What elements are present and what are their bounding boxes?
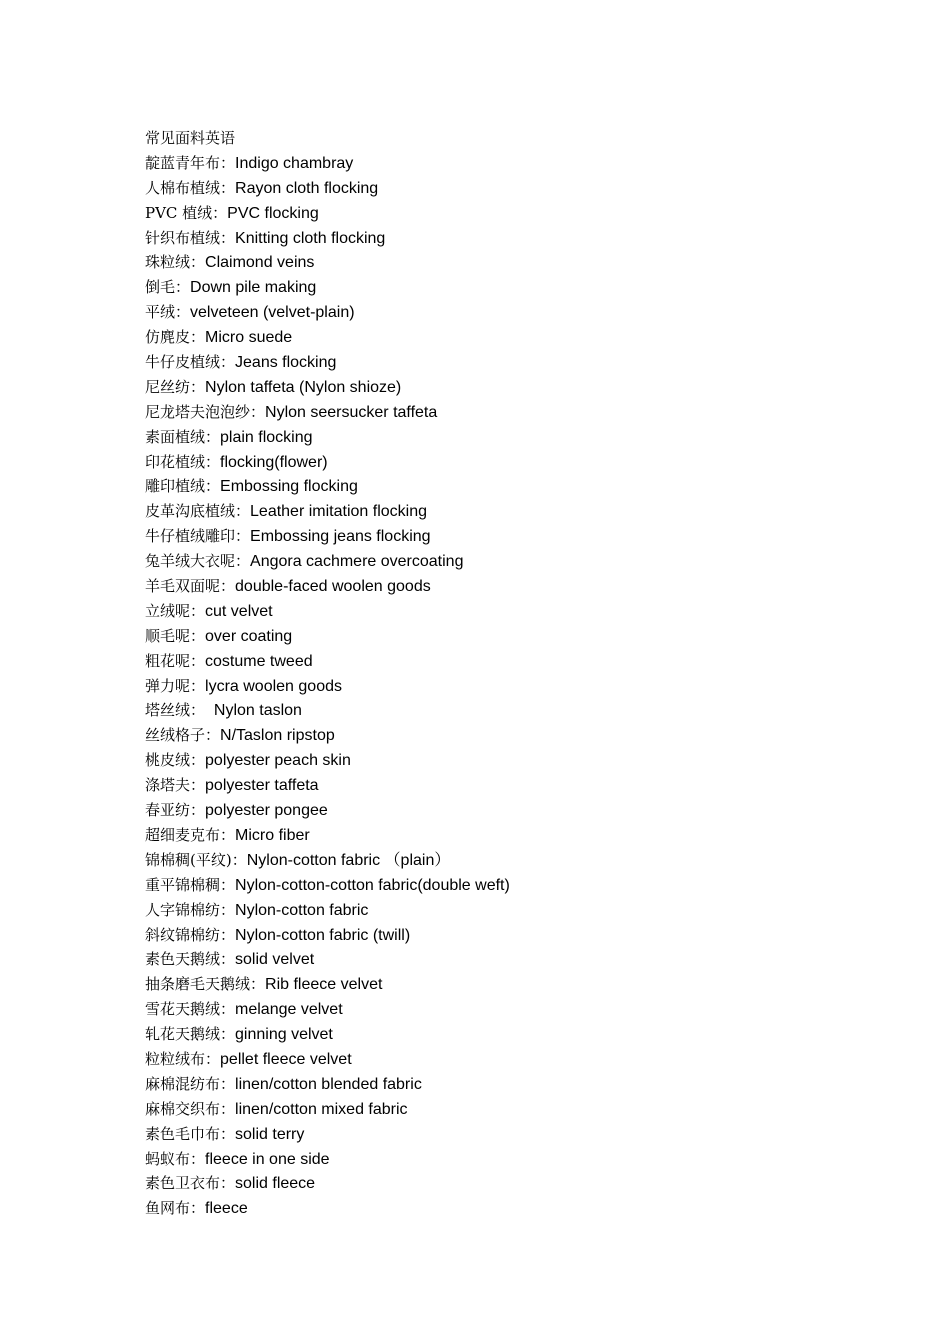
glossary-entry [145,275,905,300]
entry-chinese-term: 蚂蚁布： [145,1149,206,1168]
glossary-entry [145,549,905,574]
entry-english-term: linen/cotton blended fabric [235,1075,422,1093]
entry-chinese-term: 皮革沟底植绒： [145,502,251,521]
entry-chinese-term: 人字锦棉纺： [145,900,236,919]
entry-chinese-term: 牛仔植绒雕印： [145,527,251,546]
glossary-entry [145,1022,905,1047]
entry-english-term: Nylon-cotton-cotton fabric(double weft) [235,876,510,894]
entry-chinese-term: 粗花呢： [145,651,206,670]
glossary-entry [145,823,905,848]
entry-english-term: pellet fleece velvet [220,1050,352,1068]
glossary-entry [145,1047,905,1072]
entry-english-term: Indigo chambray [235,154,354,172]
entry-chinese-term: 粒粒绒布： [145,1049,221,1068]
entry-english-term: Nylon-cotton fabric [235,901,369,919]
entry-chinese-term: 素面植绒： [145,427,221,446]
glossary-entry [145,1122,905,1147]
entry-english-term: PVC flocking [227,204,319,222]
entry-english-term: Micro fiber [235,826,310,844]
entry-english-term: Micro suede [205,329,293,347]
entry-english-term: lycra woolen goods [205,677,342,695]
entry-chinese-term: 春亚纺： [145,801,206,820]
entry-english-term: Jeans flocking [235,354,337,372]
glossary-entry [145,499,905,524]
entry-chinese-term: 雪花天鹅绒： [145,1000,236,1019]
glossary-entry [145,773,905,798]
entry-english-term: Angora cachmere overcoating [250,553,464,571]
entry-english-term: costume tweed [205,652,313,670]
glossary-entry [145,151,905,176]
glossary-entry [145,201,905,226]
entry-chinese-term: 尼丝纺： [145,377,206,396]
glossary-entry [145,226,905,251]
entry-chinese-term: 重平锦棉稠： [145,875,236,894]
entry-chinese-term: 麻棉混纺布： [145,1074,236,1093]
entry-chinese-term: 兔羊绒大衣呢： [145,552,251,571]
entry-chinese-term: 抽条磨毛天鹅绒： [145,975,266,994]
glossary-entry [145,176,905,201]
glossary-entry [145,898,905,923]
glossary-entry [145,1171,905,1196]
glossary-entry [145,250,905,275]
entry-chinese-term: 顺毛呢： [145,626,206,645]
entry-english-term: polyester pongee [205,802,328,820]
entry-chinese-term: 鱼网布： [145,1199,206,1218]
entry-chinese-term: 雕印植绒： [145,477,221,496]
glossary-entry [145,997,905,1022]
entry-chinese-term: 靛蓝青年布： [145,153,236,172]
glossary-entry [145,923,905,948]
glossary-entry [145,524,905,549]
glossary-entry [145,325,905,350]
entry-chinese-term: 超细麦克布： [145,825,236,844]
glossary-entry [145,723,905,748]
entry-english-term: solid velvet [235,951,315,969]
glossary-list [145,151,905,1221]
entry-chinese-term: 轧花天鹅绒： [145,1025,236,1044]
glossary-entry [145,599,905,624]
document-title: 常见面料英语 [145,129,236,147]
glossary-entry [145,748,905,773]
entry-english-term: Nylon-cotton fabric （plain） [246,851,451,869]
entry-chinese-term: PVC 植绒： [145,203,228,222]
entry-chinese-term: 斜纹锦棉纺： [145,925,236,944]
entry-english-term: Rib fleece velvet [265,976,383,994]
entry-chinese-term: 素色天鹅绒： [145,950,236,969]
entry-chinese-term: 针织布植绒： [145,228,236,247]
entry-chinese-term: 牛仔皮植绒： [145,353,236,372]
entry-english-term: melange velvet [235,1001,343,1019]
entry-chinese-term: 仿麂皮： [145,328,206,347]
entry-english-term: cut velvet [205,602,273,620]
entry-english-term: flocking(flower) [220,453,328,471]
entry-chinese-term: 平绒： [145,303,191,322]
glossary-entry [145,947,905,972]
glossary-entry [145,674,905,699]
glossary-entry [145,350,905,375]
entry-english-term: polyester peach skin [205,752,351,770]
glossary-entry [145,400,905,425]
entry-chinese-term: 桃皮绒： [145,751,206,770]
entry-english-term: double-faced woolen goods [235,578,431,596]
glossary-entry [145,972,905,997]
entry-chinese-term: 锦棉稠(平纹)： [145,850,247,869]
entry-chinese-term: 塔丝绒： [145,701,206,720]
glossary-entry [145,1147,905,1172]
entry-english-term: plain flocking [220,428,313,446]
entry-english-term: Embossing flocking [220,478,358,496]
glossary-entry [145,1097,905,1122]
entry-chinese-term: 倒毛： [145,278,191,297]
glossary-entry [145,474,905,499]
entry-english-term: Rayon cloth flocking [235,179,379,197]
entry-english-term: ginning velvet [235,1026,333,1044]
entry-english-term: polyester taffeta [205,777,319,795]
document-body [145,126,905,1221]
entry-chinese-term: 涤塔夫： [145,776,206,795]
entry-english-term: solid terry [235,1125,305,1143]
entry-chinese-term: 麻棉交织布： [145,1099,236,1118]
glossary-entry [145,649,905,674]
glossary-entry [145,425,905,450]
glossary-entry [145,1196,905,1221]
entry-chinese-term: 弹力呢： [145,676,206,695]
entry-english-term: Claimond veins [205,254,315,272]
entry-english-term: N/Taslon ripstop [220,727,335,745]
entry-chinese-term: 尼龙塔夫泡泡纱： [145,402,266,421]
entry-chinese-term: 羊毛双面呢： [145,577,236,596]
entry-english-term: over coating [205,627,293,645]
glossary-entry [145,873,905,898]
entry-english-term: Nylon seersucker taffeta [265,403,438,421]
entry-chinese-term: 印花植绒： [145,452,221,471]
entry-chinese-term: 立绒呢： [145,601,206,620]
entry-chinese-term: 珠粒绒： [145,253,206,272]
entry-english-term: velveteen (velvet-plain) [190,304,355,322]
glossary-entry [145,450,905,475]
glossary-entry [145,698,905,723]
entry-english-term: fleece in one side [205,1150,330,1168]
entry-chinese-term: 素色毛巾布： [145,1124,236,1143]
entry-english-term: Nylon taslon [205,702,302,720]
glossary-entry [145,624,905,649]
glossary-entry [145,375,905,400]
glossary-entry [145,848,905,873]
glossary-entry [145,798,905,823]
entry-english-term: Leather imitation flocking [250,503,427,521]
entry-english-term: Knitting cloth flocking [235,229,386,247]
entry-english-term: linen/cotton mixed fabric [235,1100,408,1118]
entry-english-term: Nylon taffeta (Nylon shioze) [205,378,402,396]
glossary-entry [145,300,905,325]
entry-english-term: Nylon-cotton fabric (twill) [235,926,411,944]
entry-chinese-term: 素色卫衣布： [145,1174,236,1193]
entry-chinese-term: 人棉布植绒： [145,178,236,197]
glossary-entry [145,1072,905,1097]
entry-english-term: solid fleece [235,1175,316,1193]
entry-english-term: Down pile making [190,279,317,297]
entry-chinese-term: 丝绒格子： [145,726,221,745]
entry-english-term: fleece [205,1200,248,1218]
entry-english-term: Embossing jeans flocking [250,528,431,546]
glossary-entry [145,574,905,599]
